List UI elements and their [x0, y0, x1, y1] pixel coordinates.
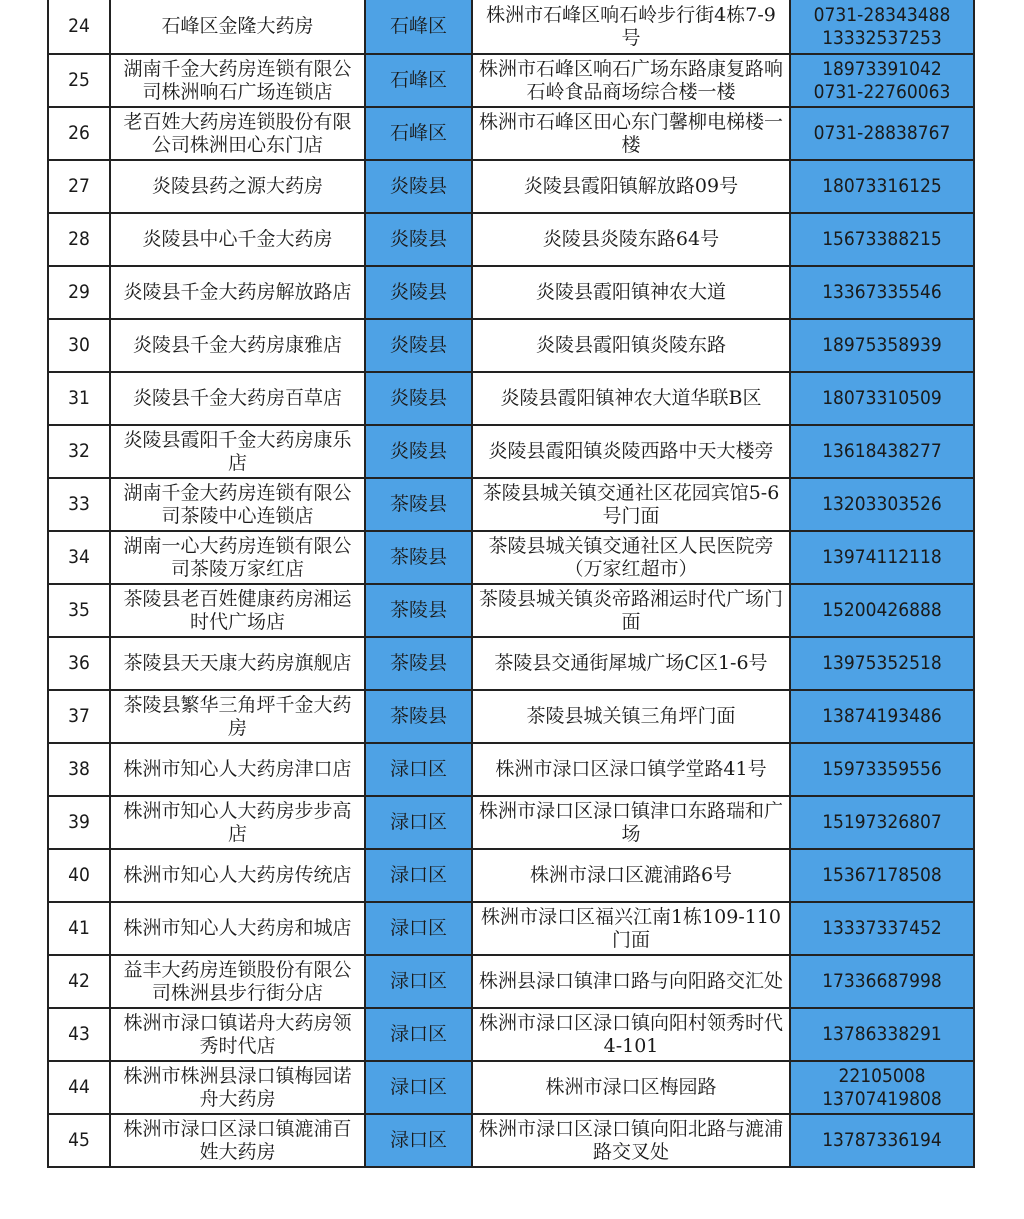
phone-cell: [790, 213, 974, 266]
phone-cell: [790, 319, 974, 372]
address: 炎陵县炎陵东路64号: [472, 213, 790, 266]
district: 炎陵县: [365, 160, 472, 213]
phone-number: 15673388215: [822, 228, 942, 250]
phone-cell: [790, 266, 974, 319]
phone-cell: [790, 743, 974, 796]
row-number: 27: [48, 160, 110, 213]
address: 炎陵县霞阳镇炎陵西路中天大楼旁: [472, 425, 790, 478]
district: 茶陵县: [365, 637, 472, 690]
row-number: 35: [48, 584, 110, 637]
table-row: [48, 955, 974, 1008]
district: 茶陵县: [365, 584, 472, 637]
row-number: 32: [48, 425, 110, 478]
table-row: [48, 372, 974, 425]
address: 茶陵县城关镇三角坪门面: [472, 690, 790, 743]
table-row: [48, 796, 974, 849]
district: 渌口区: [365, 743, 472, 796]
row-number: 38: [48, 743, 110, 796]
pharmacy-name: 株洲市株洲县渌口镇梅园诺舟大药房: [110, 1061, 365, 1114]
district: 渌口区: [365, 796, 472, 849]
phone-cell: [790, 902, 974, 955]
address: 株洲市渌口区渌口镇学堂路41号: [472, 743, 790, 796]
pharmacy-name: 石峰区金隆大药房: [110, 0, 365, 54]
pharmacy-name: 益丰大药房连锁股份有限公司株洲县步行街分店: [110, 955, 365, 1008]
row-number: 28: [48, 213, 110, 266]
table-row: [48, 54, 974, 107]
table-row: [48, 266, 974, 319]
address: 炎陵县霞阳镇解放路09号: [472, 160, 790, 213]
district: 石峰区: [365, 0, 472, 54]
table-row: [48, 531, 974, 584]
pharmacy-name: 株洲市渌口区渌口镇漉浦百姓大药房: [110, 1114, 365, 1167]
table-row: [48, 213, 974, 266]
phone-cell: [790, 955, 974, 1008]
phone-number: 13203303526: [822, 493, 942, 515]
pharmacy-name: 茶陵县繁华三角坪千金大药房: [110, 690, 365, 743]
row-number: 25: [48, 54, 110, 107]
phone-cell: [790, 796, 974, 849]
table-row: [48, 425, 974, 478]
district: 渌口区: [365, 849, 472, 902]
phone-cell: [790, 107, 974, 160]
row-number: 37: [48, 690, 110, 743]
phone-cell: [790, 1061, 974, 1114]
address: 株洲市渌口区漉浦路6号: [472, 849, 790, 902]
district: 渌口区: [365, 1061, 472, 1114]
row-number: 36: [48, 637, 110, 690]
row-number: 45: [48, 1114, 110, 1167]
pharmacy-name: 炎陵县千金大药房百草店: [110, 372, 365, 425]
phone-number: 13974112118: [822, 546, 942, 568]
row-number: 31: [48, 372, 110, 425]
pharmacy-name: 炎陵县中心千金大药房: [110, 213, 365, 266]
row-number: 24: [48, 0, 110, 54]
address: 炎陵县霞阳镇炎陵东路: [472, 319, 790, 372]
row-number: 44: [48, 1061, 110, 1114]
address: 株洲县渌口镇津口路与向阳路交汇处: [472, 955, 790, 1008]
phone-number: 0731-28838767: [813, 122, 951, 144]
row-number: 33: [48, 478, 110, 531]
district: 石峰区: [365, 54, 472, 107]
phone-cell: [790, 849, 974, 902]
phone-number: 18975358939: [822, 334, 942, 356]
pharmacy-name: 湖南千金大药房连锁有限公司株洲响石广场连锁店: [110, 54, 365, 107]
row-number: 40: [48, 849, 110, 902]
row-number: 30: [48, 319, 110, 372]
phone-cell: [790, 690, 974, 743]
address: 茶陵县城关镇交通社区人民医院旁（万家红超市）: [472, 531, 790, 584]
phone-number: 18073316125: [822, 175, 942, 197]
table-row: [48, 690, 974, 743]
table-row: [48, 637, 974, 690]
phone-number: 0731-28343488: [813, 3, 951, 26]
district: 茶陵县: [365, 531, 472, 584]
phone-number: 13618438277: [822, 440, 942, 462]
phone-cell: [790, 1114, 974, 1167]
phone-cell: [790, 372, 974, 425]
phone-number: 15200426888: [822, 599, 942, 621]
pharmacy-name: 茶陵县老百姓健康药房湘运时代广场店: [110, 584, 365, 637]
district: 炎陵县: [365, 425, 472, 478]
row-number: 42: [48, 955, 110, 1008]
pharmacy-name: 老百姓大药房连锁股份有限公司株洲田心东门店: [110, 107, 365, 160]
district: 渌口区: [365, 955, 472, 1008]
phone-number: 13786338291: [822, 1023, 942, 1045]
address: 株洲市渌口区渌口镇津口东路瑞和广场: [472, 796, 790, 849]
pharmacy-name: 炎陵县药之源大药房: [110, 160, 365, 213]
district: 炎陵县: [365, 372, 472, 425]
pharmacy-name: 株洲市知心人大药房步步高店: [110, 796, 365, 849]
pharmacy-name: 炎陵县千金大药房康雅店: [110, 319, 365, 372]
phone-number: 15973359556: [822, 758, 942, 780]
address: 茶陵县城关镇炎帝路湘运时代广场门面: [472, 584, 790, 637]
phone-number: 13707419808: [822, 1087, 942, 1110]
table-row: [48, 160, 974, 213]
table-row: [48, 849, 974, 902]
address: 株洲市石峰区田心东门馨柳电梯楼一楼: [472, 107, 790, 160]
table-row: [48, 584, 974, 637]
pharmacy-name: 茶陵县天天康大药房旗舰店: [110, 637, 365, 690]
phone-number: 0731-22760063: [813, 80, 951, 103]
address: 株洲市渌口区渌口镇向阳北路与漉浦路交叉处: [472, 1114, 790, 1167]
table-row: [48, 1008, 974, 1061]
phone-cell: [790, 584, 974, 637]
pharmacy-name: 炎陵县千金大药房解放路店: [110, 266, 365, 319]
phone-cell: [790, 160, 974, 213]
phone-number: 13975352518: [822, 652, 942, 674]
pharmacy-name: 湖南千金大药房连锁有限公司茶陵中心连锁店: [110, 478, 365, 531]
address: 炎陵县霞阳镇神农大道: [472, 266, 790, 319]
phone-number: 17336687998: [822, 970, 942, 992]
district: 炎陵县: [365, 319, 472, 372]
pharmacy-name: 株洲市知心人大药房津口店: [110, 743, 365, 796]
district: 炎陵县: [365, 213, 472, 266]
table-row: [48, 478, 974, 531]
pharmacy-name: 株洲市知心人大药房和城店: [110, 902, 365, 955]
address: 茶陵县交通街犀城广场C区1-6号: [472, 637, 790, 690]
row-number: 34: [48, 531, 110, 584]
district: 渌口区: [365, 1114, 472, 1167]
phone-cell: [790, 1008, 974, 1061]
row-number: 39: [48, 796, 110, 849]
phone-cell: [790, 425, 974, 478]
pharmacy-name: 炎陵县霞阳千金大药房康乐店: [110, 425, 365, 478]
row-number: 26: [48, 107, 110, 160]
phone-cell: [790, 478, 974, 531]
phone-number: 15197326807: [822, 811, 942, 833]
row-number: 29: [48, 266, 110, 319]
phone-cell: [790, 531, 974, 584]
pharmacy-table: [47, 0, 975, 1168]
phone-number: 13337337452: [822, 917, 942, 939]
district: 茶陵县: [365, 478, 472, 531]
phone-number: 13332537253: [822, 26, 942, 49]
pharmacy-name: 湖南一心大药房连锁有限公司茶陵万家红店: [110, 531, 365, 584]
table-row: [48, 1061, 974, 1114]
row-number: 43: [48, 1008, 110, 1061]
table-row: [48, 743, 974, 796]
district: 渌口区: [365, 902, 472, 955]
district: 石峰区: [365, 107, 472, 160]
phone-cell: [790, 637, 974, 690]
row-number: 41: [48, 902, 110, 955]
address: 茶陵县城关镇交通社区花园宾馆5-6号门面: [472, 478, 790, 531]
pharmacy-name: 株洲市渌口镇诺舟大药房领秀时代店: [110, 1008, 365, 1061]
phone-cell: [790, 54, 974, 107]
phone-number: 18973391042: [822, 57, 942, 80]
address: 炎陵县霞阳镇神农大道华联B区: [472, 372, 790, 425]
table-row: [48, 0, 974, 54]
address: 株洲市石峰区响石广场东路康复路响石岭食品商场综合楼一楼: [472, 54, 790, 107]
district: 渌口区: [365, 1008, 472, 1061]
phone-number: 13787336194: [822, 1129, 942, 1151]
phone-number: 13367335546: [822, 281, 942, 303]
phone-number: 13874193486: [822, 705, 942, 727]
phone-number: 22105008: [838, 1064, 926, 1087]
district: 茶陵县: [365, 690, 472, 743]
phone-number: 18073310509: [822, 387, 942, 409]
table-row: [48, 1114, 974, 1167]
table-row: [48, 319, 974, 372]
address: 株洲市石峰区响石岭步行街4栋7-9号: [472, 0, 790, 54]
phone-cell: [790, 0, 974, 54]
address: 株洲市渌口区梅园路: [472, 1061, 790, 1114]
table-row: [48, 902, 974, 955]
phone-number: 15367178508: [822, 864, 942, 886]
table-row: [48, 107, 974, 160]
address: 株洲市渌口区福兴江南1栋109-110门面: [472, 902, 790, 955]
pharmacy-name: 株洲市知心人大药房传统店: [110, 849, 365, 902]
district: 炎陵县: [365, 266, 472, 319]
address: 株洲市渌口区渌口镇向阳村领秀时代4-101: [472, 1008, 790, 1061]
pharmacy-table-body: [48, 0, 974, 1167]
